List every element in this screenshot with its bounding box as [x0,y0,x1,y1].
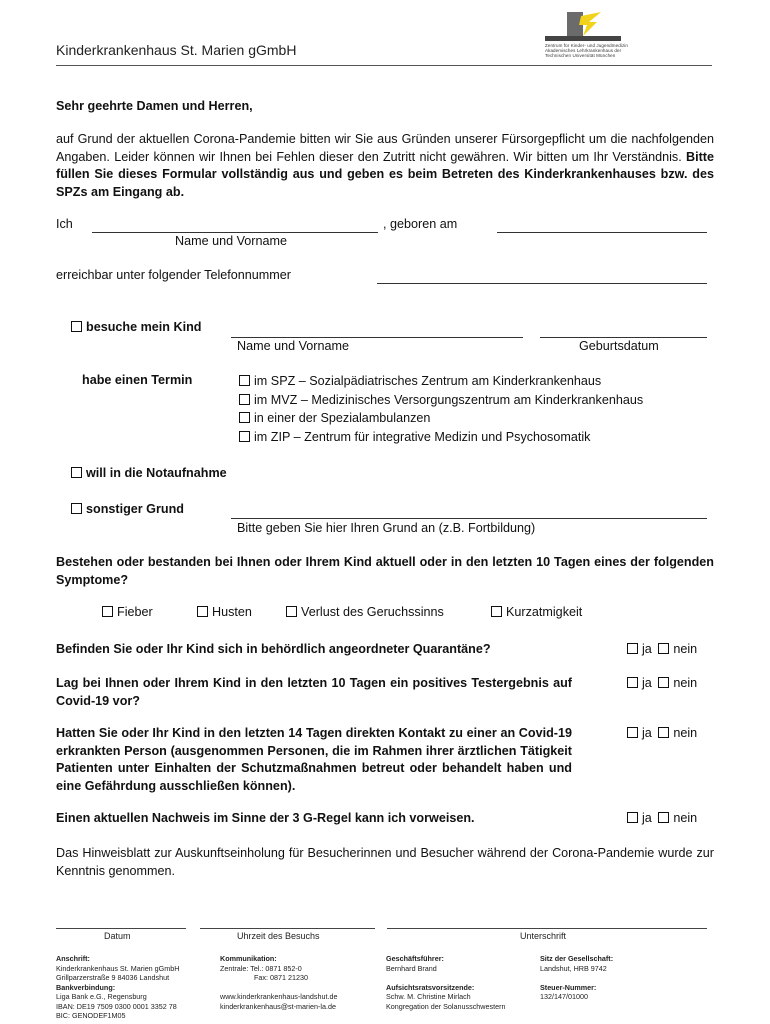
yes-label: ja [642,642,652,656]
child-name-caption: Name und Vorname [237,339,350,353]
hospital-name: Kinderkrankenhaus St. Marien gGmbH [56,42,297,58]
appointment-label: habe einen Termin [82,373,193,387]
phone-field[interactable] [377,283,707,284]
appointment-option-special[interactable] [239,410,430,428]
footer-line: Grillparzerstraße 9 84036 Landshut [56,973,170,982]
footer-line: Kinderkrankenhaus St. Marien gGmbH [56,963,180,973]
footer-spacer [386,973,505,983]
visit-child-option[interactable] [71,319,201,337]
symptoms-question: Bestehen oder bestanden bei Ihnen oder Ihrem Kind aktuell oder in den letzten 10 Tagen eines der folgenden Symptome? [56,555,714,587]
visit-child-checkbox[interactable] [71,321,82,332]
symptom-fever[interactable] [102,605,153,619]
symptom-label: Verlust des Geruchssinns [301,605,444,619]
intro-text: auf Grund der aktuellen Corona-Pandemie bitten wir Sie aus Gründen unserer Fürsorgepflicht um die nachfolgenden Angaben. Leider können wir Ihnen bei Fehlen dieser den Zutritt nicht gewähren. Wir bitten um Ihr Verständnis. [56,132,714,164]
yes-checkbox[interactable] [627,812,638,823]
symptom-breath[interactable] [491,605,582,619]
footer-heading: Aufsichtsratsvorsitzende: [386,982,475,992]
appointment-option-spz[interactable] [239,373,601,391]
footer-spacer [220,983,337,993]
other-reason-label: sonstiger Grund [86,502,184,516]
footer-line: Liga Bank e.G., Regensburg [56,992,147,1001]
logo-line: Zentrum für Kinder- und Jugendmedizin [545,43,628,48]
born-label: , geboren am [383,217,458,231]
no-label: nein [673,676,698,690]
appointment-special-checkbox[interactable] [239,412,250,423]
child-birthdate-field[interactable] [540,337,707,338]
footer-management [386,954,505,1011]
question-quarantine: Befinden Sie oder Ihr Kind sich in behördlich angeordneter Quarantäne? [56,642,491,656]
intro-paragraph [56,131,714,201]
no-checkbox[interactable] [658,643,669,654]
name-field[interactable] [92,232,378,233]
symptom-breath-checkbox[interactable] [491,606,502,617]
notice-text: Das Hinweisblatt zur Auskunftseinholung für Besucherinnen und Besucher während der Corona-Pandemie wurde zur Kenntnis genommen. [56,846,714,878]
name-caption: Name und Vorname [175,234,288,248]
logo-icon [567,12,601,36]
symptom-smell[interactable] [286,605,444,619]
other-reason-caption: Bitte geben Sie hier Ihren Grund an (z.B. Fortbildung) [237,521,536,535]
footer-email-link[interactable]: kinderkrankenhaus@st-marien-la.de [220,1001,336,1011]
answer-3g[interactable] [627,811,697,825]
header-divider [56,65,712,66]
symptom-cough-checkbox[interactable] [197,606,208,617]
appointment-option-label: im ZIP – Zentrum für integrative Medizin und Psychosomatik [254,430,591,444]
no-checkbox[interactable] [658,727,669,738]
footer-address [56,954,179,1021]
intro-bold-text: Bitte füllen Sie dieses Formular vollständig aus und geben es beim Betreten des Kinderkrankenhauses bzw. des SPZs am Eingang ab. [56,149,714,199]
signature-field[interactable] [387,928,707,929]
time-caption: Uhrzeit des Besuchs [237,931,320,941]
symptom-fever-checkbox[interactable] [102,606,113,617]
appointment-option-label: im MVZ – Medizinisches Versorgungszentrum am Kinderkrankenhaus [254,393,644,407]
phone-label: erreichbar unter folgender Telefonnummer [56,268,291,282]
salutation: Sehr geehrte Damen und Herren, [56,99,253,113]
logo-bar [545,36,621,41]
logo-line: Akademisches Lehrkrankenhaus der [545,48,622,53]
other-reason-checkbox[interactable] [71,503,82,514]
answer-quarantine[interactable] [627,642,697,656]
footer-heading: Sitz der Gesellschaft: [540,954,614,963]
yes-checkbox[interactable] [627,643,638,654]
symptom-label: Fieber [117,605,153,619]
footer-heading: Steuer-Nummer: [540,982,597,992]
symptom-label: Husten [212,605,252,619]
footer-spacer [540,973,613,983]
yes-label: ja [642,726,652,740]
footer-heading: Geschäftsführer: [386,954,444,963]
visit-child-label: besuche mein Kind [86,320,202,334]
no-label: nein [673,642,698,656]
footer-line: Zentrale: Tel.: 0871 852-0 [220,963,302,973]
footer-line: Schw. M. Christine Mirlach [386,992,471,1001]
symptom-label: Kurzatmigkeit [506,605,583,619]
answer-positive-test[interactable] [627,676,697,690]
footer-line: Landshut, HRB 9742 [540,963,607,973]
no-label: nein [673,726,698,740]
signature-caption: Unterschrift [520,931,567,941]
no-checkbox[interactable] [658,677,669,688]
yes-checkbox[interactable] [627,727,638,738]
footer-line: Bernhard Brand [386,963,437,973]
appointment-option-zip[interactable] [239,429,590,447]
emergency-label: will in die Notaufnahme [86,466,227,480]
footer-heading: Kommunikation: [220,954,277,963]
time-field[interactable] [200,928,375,929]
answer-contact[interactable] [627,726,697,740]
footer-heading: Anschrift: [56,954,90,963]
appointment-mvz-checkbox[interactable] [239,394,250,405]
question-positive-test: Lag bei Ihnen oder Ihrem Kind in den letzten 10 Tagen ein positives Testergebnis auf Covid-19 vor? [56,676,572,708]
footer-heading: Bankverbindung: [56,982,116,992]
birthdate-field[interactable] [497,232,707,233]
footer-line: IBAN: DE19 7509 0300 0001 3352 78 [56,1001,177,1011]
footer-communication [220,954,337,1011]
date-caption: Datum [104,931,131,941]
date-field[interactable] [56,928,186,929]
appointment-option-mvz[interactable] [239,392,643,410]
yes-checkbox[interactable] [627,677,638,688]
appointment-option-label: im SPZ – Sozialpädiatrisches Zentrum am Kinderkrankenhaus [254,374,602,388]
footer-line: 132/147/01000 [540,992,588,1001]
emergency-option[interactable] [71,465,227,483]
hospital-logo [545,12,695,58]
ich-label: Ich [56,217,73,231]
appointment-spz-checkbox[interactable] [239,375,250,386]
question-contact: Hatten Sie oder Ihr Kind in den letzten 14 Tagen direkten Kontakt zu einer an Covid-19 erkrankten Person (ausgenommen Personen, die im Rahmen ihrer ärztlichen Tätigkeit Patienten unter Einhalten der Schutzmaßnahmen betreut oder behandelt haben und eine Gefährdung ausschließen können). [56,726,572,793]
other-reason-field[interactable] [231,518,707,519]
footer-website-link[interactable]: www.kinderkrankenhaus-landshut.de [220,992,338,1001]
footer-line: Kongregation der Solanusschwestern [386,1001,506,1011]
footer-line: BIC: GENODEF1M05 [56,1011,126,1020]
yes-label: ja [642,811,652,825]
emergency-checkbox[interactable] [71,467,82,478]
footer-company [540,954,613,1002]
no-checkbox[interactable] [658,812,669,823]
child-birthdate-caption: Geburtsdatum [579,339,659,353]
other-reason-option[interactable] [71,501,184,519]
no-label: nein [673,811,698,825]
child-name-field[interactable] [231,337,523,338]
appointment-zip-checkbox[interactable] [239,431,250,442]
yes-label: ja [642,676,652,690]
appointment-option-label: in einer der Spezialambulanzen [254,411,431,425]
logo-line: Technischen Universität München [545,53,616,58]
question-3g: Einen aktuellen Nachweis im Sinne der 3 G-Regel kann ich vorweisen. [56,811,475,825]
footer-line: Fax: 0871 21230 [254,973,308,982]
symptom-cough[interactable] [197,605,252,619]
symptom-smell-checkbox[interactable] [286,606,297,617]
